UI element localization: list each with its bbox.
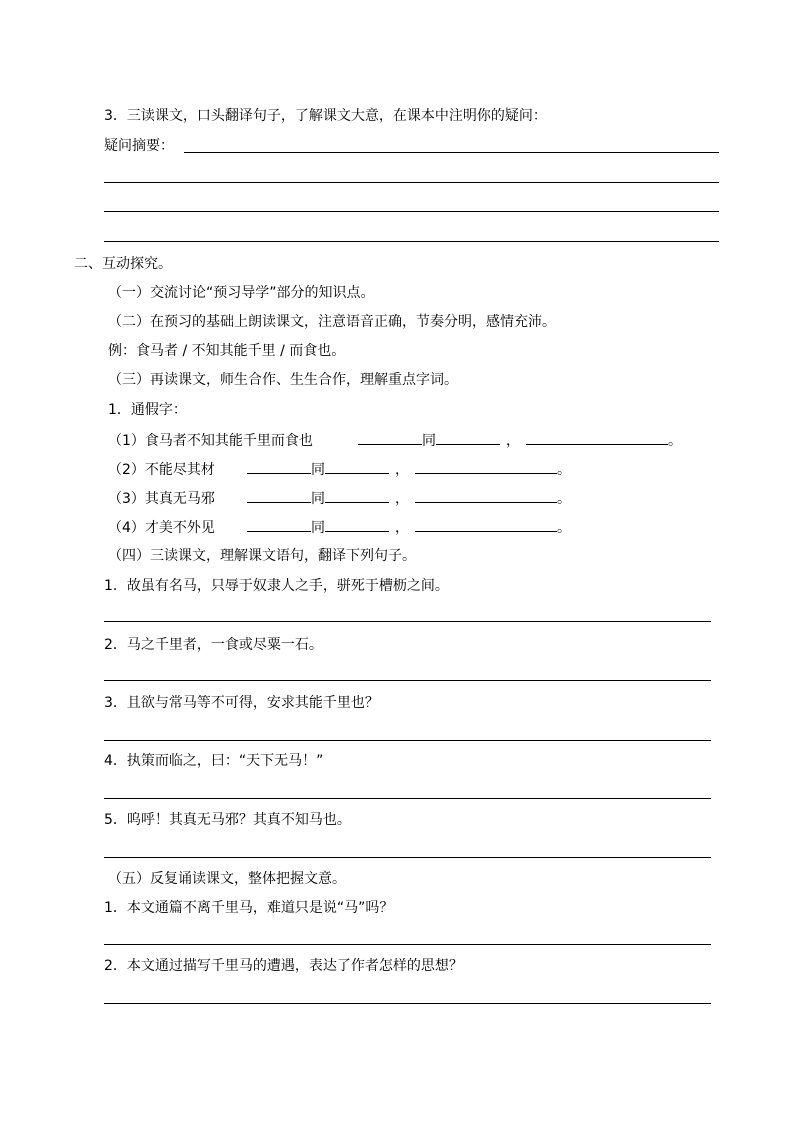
tongjia-label: （4）才美不外见 (108, 520, 215, 536)
blank-field[interactable] (247, 518, 311, 532)
tongjia-row (108, 431, 682, 449)
tongjia-title: 1．通假字： (108, 402, 187, 418)
tong-text: 同 (311, 462, 325, 478)
blank-field[interactable] (325, 460, 389, 474)
translate-sentence: 1．故虽有名马，只辱于奴隶人之手，骈死于槽枥之间。 (104, 578, 449, 594)
end-text: 。 (557, 491, 571, 507)
end-text: 。 (668, 433, 682, 449)
blank-field[interactable] (543, 460, 557, 474)
end-text: 。 (557, 462, 571, 478)
translate-sentence: 4．执策而临之，曰：“天下无马！” (104, 753, 324, 769)
answer-line[interactable] (104, 740, 711, 741)
tong-text: 同 (311, 491, 325, 507)
blank-field[interactable] (247, 489, 311, 503)
tongjia-label: （2）不能尽其材 (108, 462, 215, 478)
translate-sentence: 5．呜呼！其真无马邪？其真不知马也。 (104, 812, 351, 828)
blank-field[interactable] (415, 518, 543, 532)
blank-field[interactable] (436, 431, 500, 445)
answer-line[interactable] (104, 680, 711, 681)
comma-text: ， (506, 433, 520, 449)
comma-text: ， (395, 462, 409, 478)
question-2: 2．本文通过描写千里马的遭遇，表达了作者怎样的思想？ (104, 958, 463, 974)
question-summary-label: 疑问摘要： (104, 138, 174, 154)
tongjia-row (108, 518, 571, 536)
answer-line[interactable] (104, 1003, 711, 1004)
blank-field[interactable] (415, 460, 543, 474)
answer-line[interactable] (104, 798, 711, 799)
answer-line[interactable] (104, 241, 719, 242)
blank-field[interactable] (526, 431, 654, 445)
answer-line[interactable] (104, 621, 711, 622)
answer-line[interactable] (104, 857, 711, 858)
blank-field[interactable] (654, 431, 668, 445)
translate-sentence: 3．且欲与常马等不可得，安求其能千里也？ (104, 695, 379, 711)
blank-field[interactable] (543, 518, 557, 532)
answer-line[interactable] (104, 182, 719, 183)
example-line: 例：食马者 / 不知其能千里 / 而食也。 (108, 343, 346, 359)
paragraph-5: （五）反复诵读课文，整体把握文意。 (108, 871, 346, 887)
tong-text: 同 (422, 433, 436, 449)
tongjia-label: （3）其真无马邪 (108, 491, 215, 507)
blank-field[interactable] (247, 460, 311, 474)
comma-text: ， (395, 491, 409, 507)
blank-field[interactable] (325, 518, 389, 532)
blank-field[interactable] (358, 431, 422, 445)
answer-line[interactable] (184, 152, 719, 153)
tong-text: 同 (311, 520, 325, 536)
question-1: 1．本文通篇不离千里马，难道只是说“马”吗？ (104, 900, 394, 916)
item-3-instruction: 3．三读课文，口头翻译句子，了解课文大意，在课本中注明你的疑问： (104, 108, 547, 124)
tongjia-row (108, 489, 571, 507)
translate-sentence: 2．马之千里者，一食或尽粟一石。 (104, 637, 323, 653)
paragraph-2: （二）在预习的基础上朗读课文，注意语音正确，节奏分明，感情充沛。 (108, 314, 556, 330)
tongjia-label: （1）食马者不知其能千里而食也 (108, 433, 313, 449)
paragraph-4: （四）三读课文，理解课文语句，翻译下列句子。 (108, 548, 416, 564)
blank-field[interactable] (543, 489, 557, 503)
tongjia-row (108, 460, 571, 478)
paragraph-1: （一）交流讨论“预习导学”部分的知识点。 (108, 285, 375, 301)
blank-field[interactable] (415, 489, 543, 503)
paragraph-3: （三）再读课文，师生合作、生生合作，理解重点字词。 (108, 372, 458, 388)
comma-text: ， (395, 520, 409, 536)
blank-field[interactable] (325, 489, 389, 503)
answer-line[interactable] (104, 944, 711, 945)
answer-line[interactable] (104, 211, 719, 212)
section-title: 二、互动探究。 (74, 256, 172, 272)
end-text: 。 (557, 520, 571, 536)
